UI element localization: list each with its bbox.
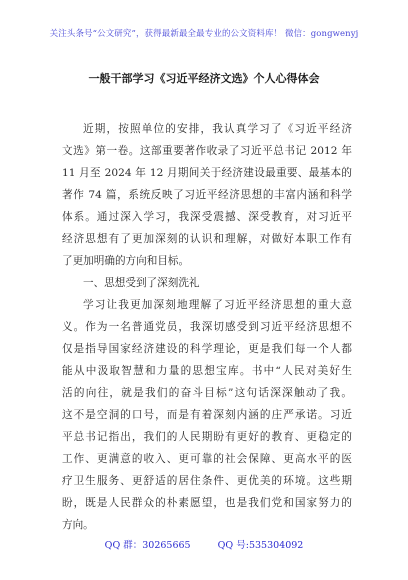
paragraph-1-line: 文选》第一卷。这部重要著作收录了习近平总书记 2012 年 bbox=[62, 145, 352, 157]
footer-contact bbox=[0, 537, 408, 551]
document-title: 一般干部学习《习近平经济文选》个人心得体会 bbox=[88, 72, 320, 85]
paragraph-2-line: 仅是指导国家经济建设的科学理论，更是我们每一个人都 bbox=[62, 343, 352, 355]
paragraph-2-line: 疗卫生服务、更舒适的居住条件、更优美的环境。这些期 bbox=[62, 475, 352, 487]
paragraph-2-line: 这不是空洞的口号，而是有着深刻内涵的庄严承诺。习近 bbox=[62, 409, 352, 421]
paragraph-2-line: 活的向往，就是我们的奋斗目标”这句话深深触动了我。 bbox=[62, 387, 352, 399]
paragraph-1-line: 经济思想有了更加深刻的认识和理解，对做好本职工作有 bbox=[62, 233, 352, 245]
paragraph-2-line: 盼，既是人民群众的朴素愿望，也是我们党和国家努力的 bbox=[62, 497, 352, 509]
paragraph-1-line: 11 月至 2024 年 12 月期间关于经济建设最重要、最基本的 bbox=[62, 167, 352, 179]
paragraph-2-line: 平总书记指出，我们的人民期盼有更好的教育、更稳定的 bbox=[62, 431, 352, 443]
paragraph-2-line: 学习让我更加深刻地理解了习近平经济思想的重大意 bbox=[83, 299, 352, 311]
paragraph-2-line: 工作、更满意的收入、更可靠的社会保障、更高水平的医 bbox=[62, 453, 352, 465]
footer-qq-number: QQ 号:535304092 bbox=[217, 540, 304, 551]
section-heading: 一、思想受到了深刻洗礼 bbox=[83, 277, 200, 289]
header-promo-note: 关注头条号“公文研究”，获得最新最全最专业的公文资料库！ 微信：gongwenyj bbox=[49, 29, 359, 39]
document-body bbox=[62, 118, 352, 536]
paragraph-1-line: 近期，按照单位的安排，我认真学习了《习近平经济 bbox=[83, 123, 352, 135]
paragraph-2-line: 义。作为一名普通党员，我深切感受到习近平经济思想不 bbox=[62, 321, 352, 333]
paragraph-1-line: 体系。通过深入学习，我深受震撼、深受教育，对习近平 bbox=[62, 211, 352, 223]
paragraph-1-line: 了更加明确的方向和目标。 bbox=[62, 255, 190, 267]
paragraph-2-line: 能从中汲取智慧和力量的思想宝库。书中“人民对美好生 bbox=[62, 365, 352, 377]
paragraph-2-line: 方向。 bbox=[62, 519, 94, 531]
paragraph-1-line: 著作 74 篇，系统反映了习近平经济思想的丰富内涵和科学 bbox=[62, 189, 352, 201]
footer-qq-group: QQ 群：30265665 bbox=[104, 540, 191, 551]
